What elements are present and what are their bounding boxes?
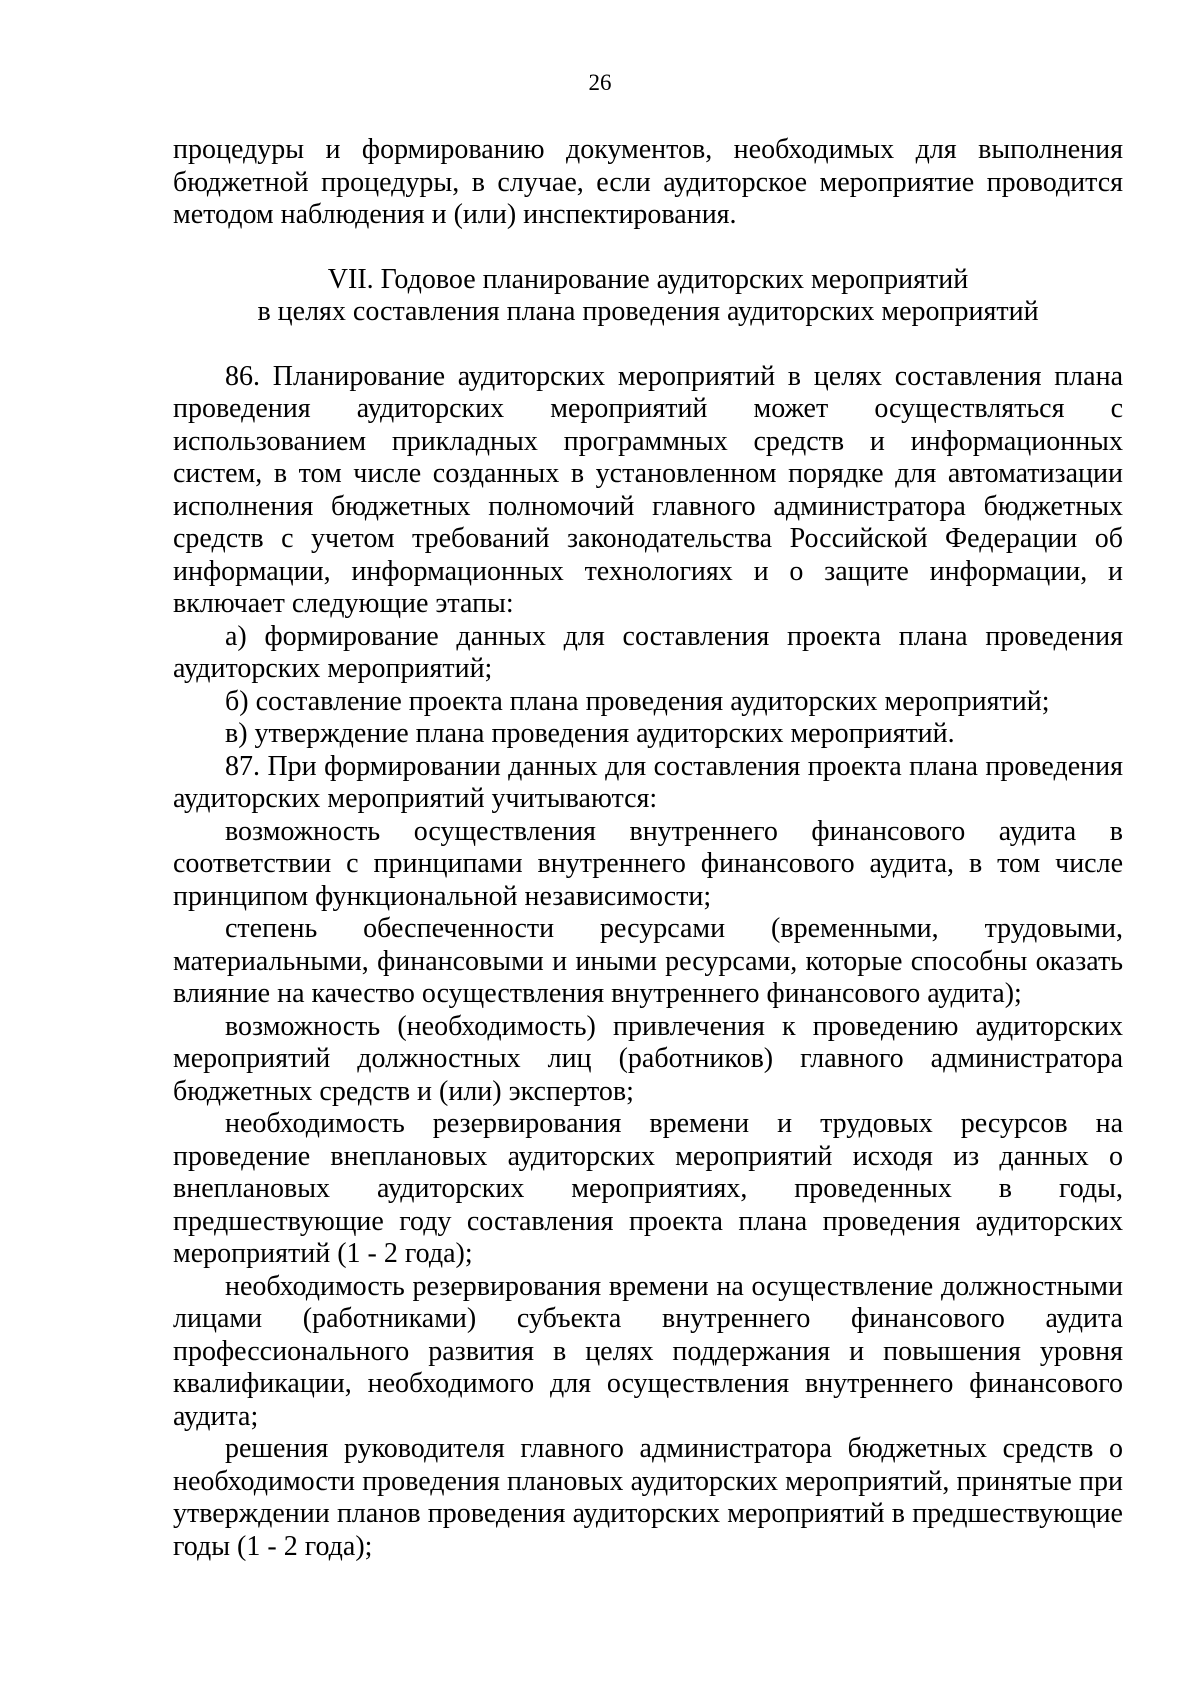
factor-involvement: возможность (необходимость) привлечения к проведению аудиторских мероприятий должностных лиц (работников) главного администратора бюджетных средств и (или) экспертов; xyxy=(173,1010,1123,1107)
factor-independence: возможность осуществления внутреннего финансового аудита в соответствии с принципами внутреннего финансового аудита, в том числе принципом функциональной независимости; xyxy=(173,815,1123,912)
paragraph-86: 86. Планирование аудиторских мероприятий в целях составления плана проведения аудиторских мероприятий может осуществляться с использованием прикладных программных средств и информационных систем, в том числе созданных в установленном порядке для автоматизации исполнения бюджетных полномочий главного администратора бюджетных средств с учетом требований законодательства Российской Федерации об информации, информационных технологиях и о защите информации, и включает следующие этапы: xyxy=(173,360,1123,619)
list-item-v: в) утверждение плана проведения аудиторских мероприятий. xyxy=(225,718,955,749)
section-heading-line-2: в целях составления плана проведения аудиторских мероприятий xyxy=(257,296,1039,327)
list-item-a: а) формирование данных для составления проекта плана проведения аудиторских мероприятий; xyxy=(173,620,1123,684)
factor-resources: степень обеспеченности ресурсами (временными, трудовыми, материальными, финансовыми и иными ресурсами, которые способны оказать влияние на качество осуществления внутреннего финансового аудита); xyxy=(173,913,1123,1009)
section-heading xyxy=(173,264,1123,329)
page-number: 26 xyxy=(588,70,612,95)
section-heading-line-1: VII. Годовое планирование аудиторских мероприятий xyxy=(327,263,969,295)
factor-head-decisions: решения руководителя главного администратора бюджетных средств о необходимости проведения плановых аудиторских мероприятий, принятые при утверждении планов проведения аудиторских мероприятий в предшествующие годы (1 - 2 года); xyxy=(173,1433,1123,1562)
document-body xyxy=(173,134,1123,1563)
paragraph-87: 87. При формировании данных для составления проекта плана проведения аудиторских мероприятий учитываются: xyxy=(173,750,1123,814)
factor-unplanned-reserve: необходимость резервирования времени и трудовых ресурсов на проведение внеплановых аудиторских мероприятий исходя из данных о внеплановых аудиторских мероприятиях, проведенных в годы, предшествующие году составления проекта плана проведения аудиторских мероприятий (1 - 2 года); xyxy=(173,1108,1123,1269)
intro-paragraph: процедуры и формированию документов, необходимых для выполнения бюджетной процедуры, в случае, если аудиторское мероприятие проводится методом наблюдения и (или) инспектирования. xyxy=(173,134,1123,230)
factor-development-reserve: необходимость резервирования времени на осуществление должностными лицами (работниками) субъекта внутреннего финансового аудита профессионального развития в целях поддержания и повышения уровня квалификации, необходимого для осуществления внутреннего финансового аудита; xyxy=(173,1270,1123,1432)
list-item-b: б) составление проекта плана проведения аудиторских мероприятий; xyxy=(225,685,1050,717)
